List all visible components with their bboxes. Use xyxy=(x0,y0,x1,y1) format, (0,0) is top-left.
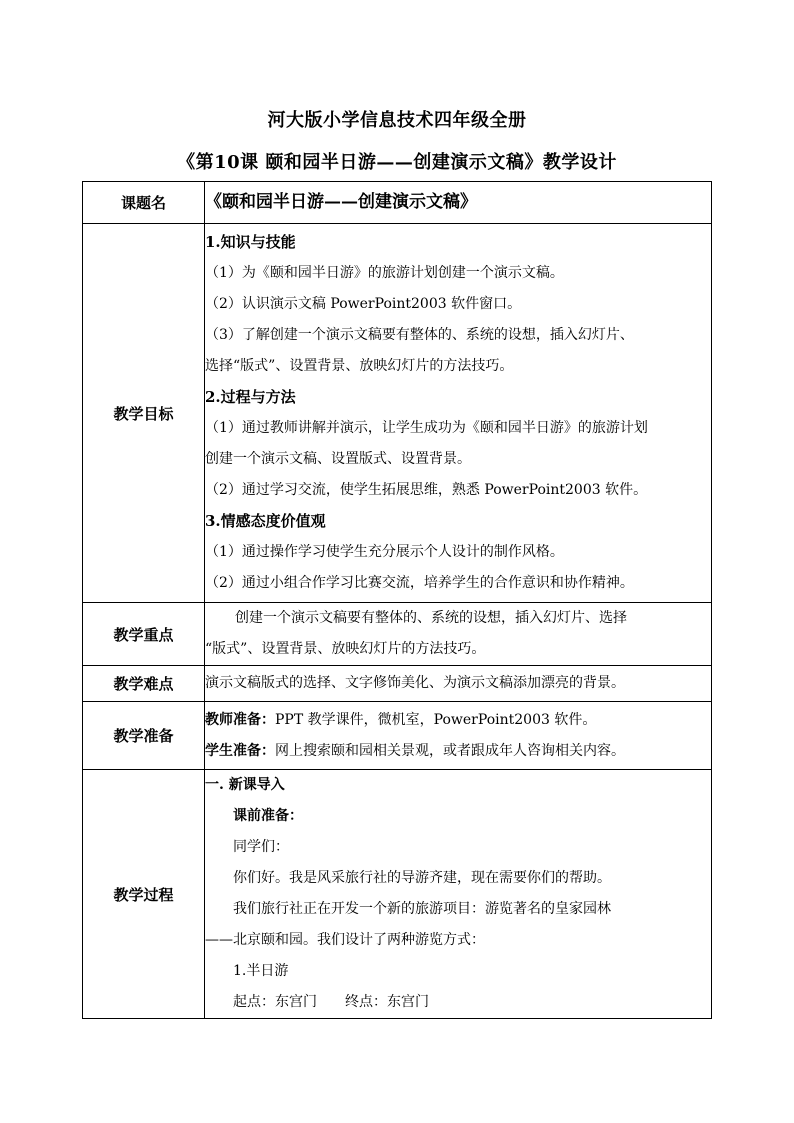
objectives-line: （1）通过教师讲解并演示，让学生成功为《颐和园半日游》的旅游计划 xyxy=(205,420,648,436)
value-key-points xyxy=(205,603,712,666)
process-line: 起点：东宫门 终点：东宫门 xyxy=(233,994,429,1010)
objectives-line: （2）通过学习交流，使学生拓展思维，熟悉 PowerPoint2003 软件。 xyxy=(205,482,648,498)
table-row-difficulties xyxy=(83,666,712,702)
objectives-line: （2）通过小组合作学习比赛交流，培养学生的合作意识和协作精神。 xyxy=(205,575,634,591)
student-preparation-label: 学生准备： xyxy=(205,742,275,759)
table-row-preparation xyxy=(83,702,712,770)
table-row-process xyxy=(83,770,712,1019)
process-subheading: 课前准备： xyxy=(233,808,303,824)
difficulties-text: 演示文稿版式的选择、文字修饰美化、为演示文稿添加漂亮的背景。 xyxy=(205,675,625,691)
process-line: 同学们： xyxy=(233,839,289,855)
topic-text: 《颐和园半日游——创建演示文稿》 xyxy=(205,191,477,212)
key-points-line: “版式”、设置背景、放映幻灯片的方法技巧。 xyxy=(205,641,486,657)
table-row-topic xyxy=(83,182,712,224)
process-line: 你们好。我是风采旅行社的导游齐建，现在需要你们的帮助。 xyxy=(233,870,611,886)
student-preparation-value: 网上搜索颐和园相关景观，或者跟成年人咨询相关内容。 xyxy=(275,742,625,759)
objectives-heading-2: 2.过程与方法 xyxy=(205,388,296,406)
value-objectives xyxy=(205,224,712,603)
objectives-heading-1: 1.知识与技能 xyxy=(205,233,296,251)
objectives-line: （1）为《颐和园半日游》的旅游计划创建一个演示文稿。 xyxy=(205,265,564,281)
value-difficulties xyxy=(205,666,712,702)
teacher-preparation-label: 教师准备： xyxy=(205,711,275,728)
student-preparation xyxy=(205,736,711,767)
doc-title-line2: 《第10课 颐和园半日游——创建演示文稿》教学设计 xyxy=(177,152,617,173)
teacher-preparation-value: PPT 教学课件，微机室，PowerPoint2003 软件。 xyxy=(275,711,597,728)
objectives-line: （3）了解创建一个演示文稿要有整体的、系统的设想，插入幻灯片、 xyxy=(205,327,634,343)
lesson-plan-table xyxy=(82,181,712,1019)
label-key-points: 教学重点 xyxy=(83,603,205,666)
key-points-line: 创建一个演示文稿要有整体的、系统的设想，插入幻灯片、选择 xyxy=(235,610,627,626)
value-preparation xyxy=(205,702,712,770)
process-line: 我们旅行社正在开发一个新的旅游项目：游览著名的皇家园林 xyxy=(233,901,611,917)
label-process: 教学过程 xyxy=(83,770,205,1019)
objectives-heading-3: 3.情感态度价值观 xyxy=(205,512,326,530)
value-process xyxy=(205,770,712,1019)
label-preparation: 教学准备 xyxy=(83,702,205,770)
label-objectives: 教学目标 xyxy=(83,224,205,603)
label-topic: 课题名 xyxy=(83,182,205,224)
objectives-line: 创建一个演示文稿、设置版式、设置背景。 xyxy=(205,451,471,467)
doc-title-line1: 河大版小学信息技术四年级全册 xyxy=(267,110,527,131)
table-row-key-points xyxy=(83,603,712,666)
objectives-line: （1）通过操作学习使学生充分展示个人设计的制作风格。 xyxy=(205,544,564,560)
label-difficulties: 教学难点 xyxy=(83,666,205,702)
value-topic xyxy=(205,182,712,224)
table-row-objectives xyxy=(83,224,712,603)
teacher-preparation xyxy=(205,705,711,736)
process-line: 1.半日游 xyxy=(233,963,289,979)
process-section-heading: 一. 新课导入 xyxy=(205,777,285,793)
objectives-line: 选择“版式”、设置背景、放映幻灯片的方法技巧。 xyxy=(205,358,514,374)
process-line: ——北京颐和园。我们设计了两种游览方式： xyxy=(205,932,485,948)
objectives-line: （2）认识演示文稿 PowerPoint2003 软件窗口。 xyxy=(205,296,522,312)
